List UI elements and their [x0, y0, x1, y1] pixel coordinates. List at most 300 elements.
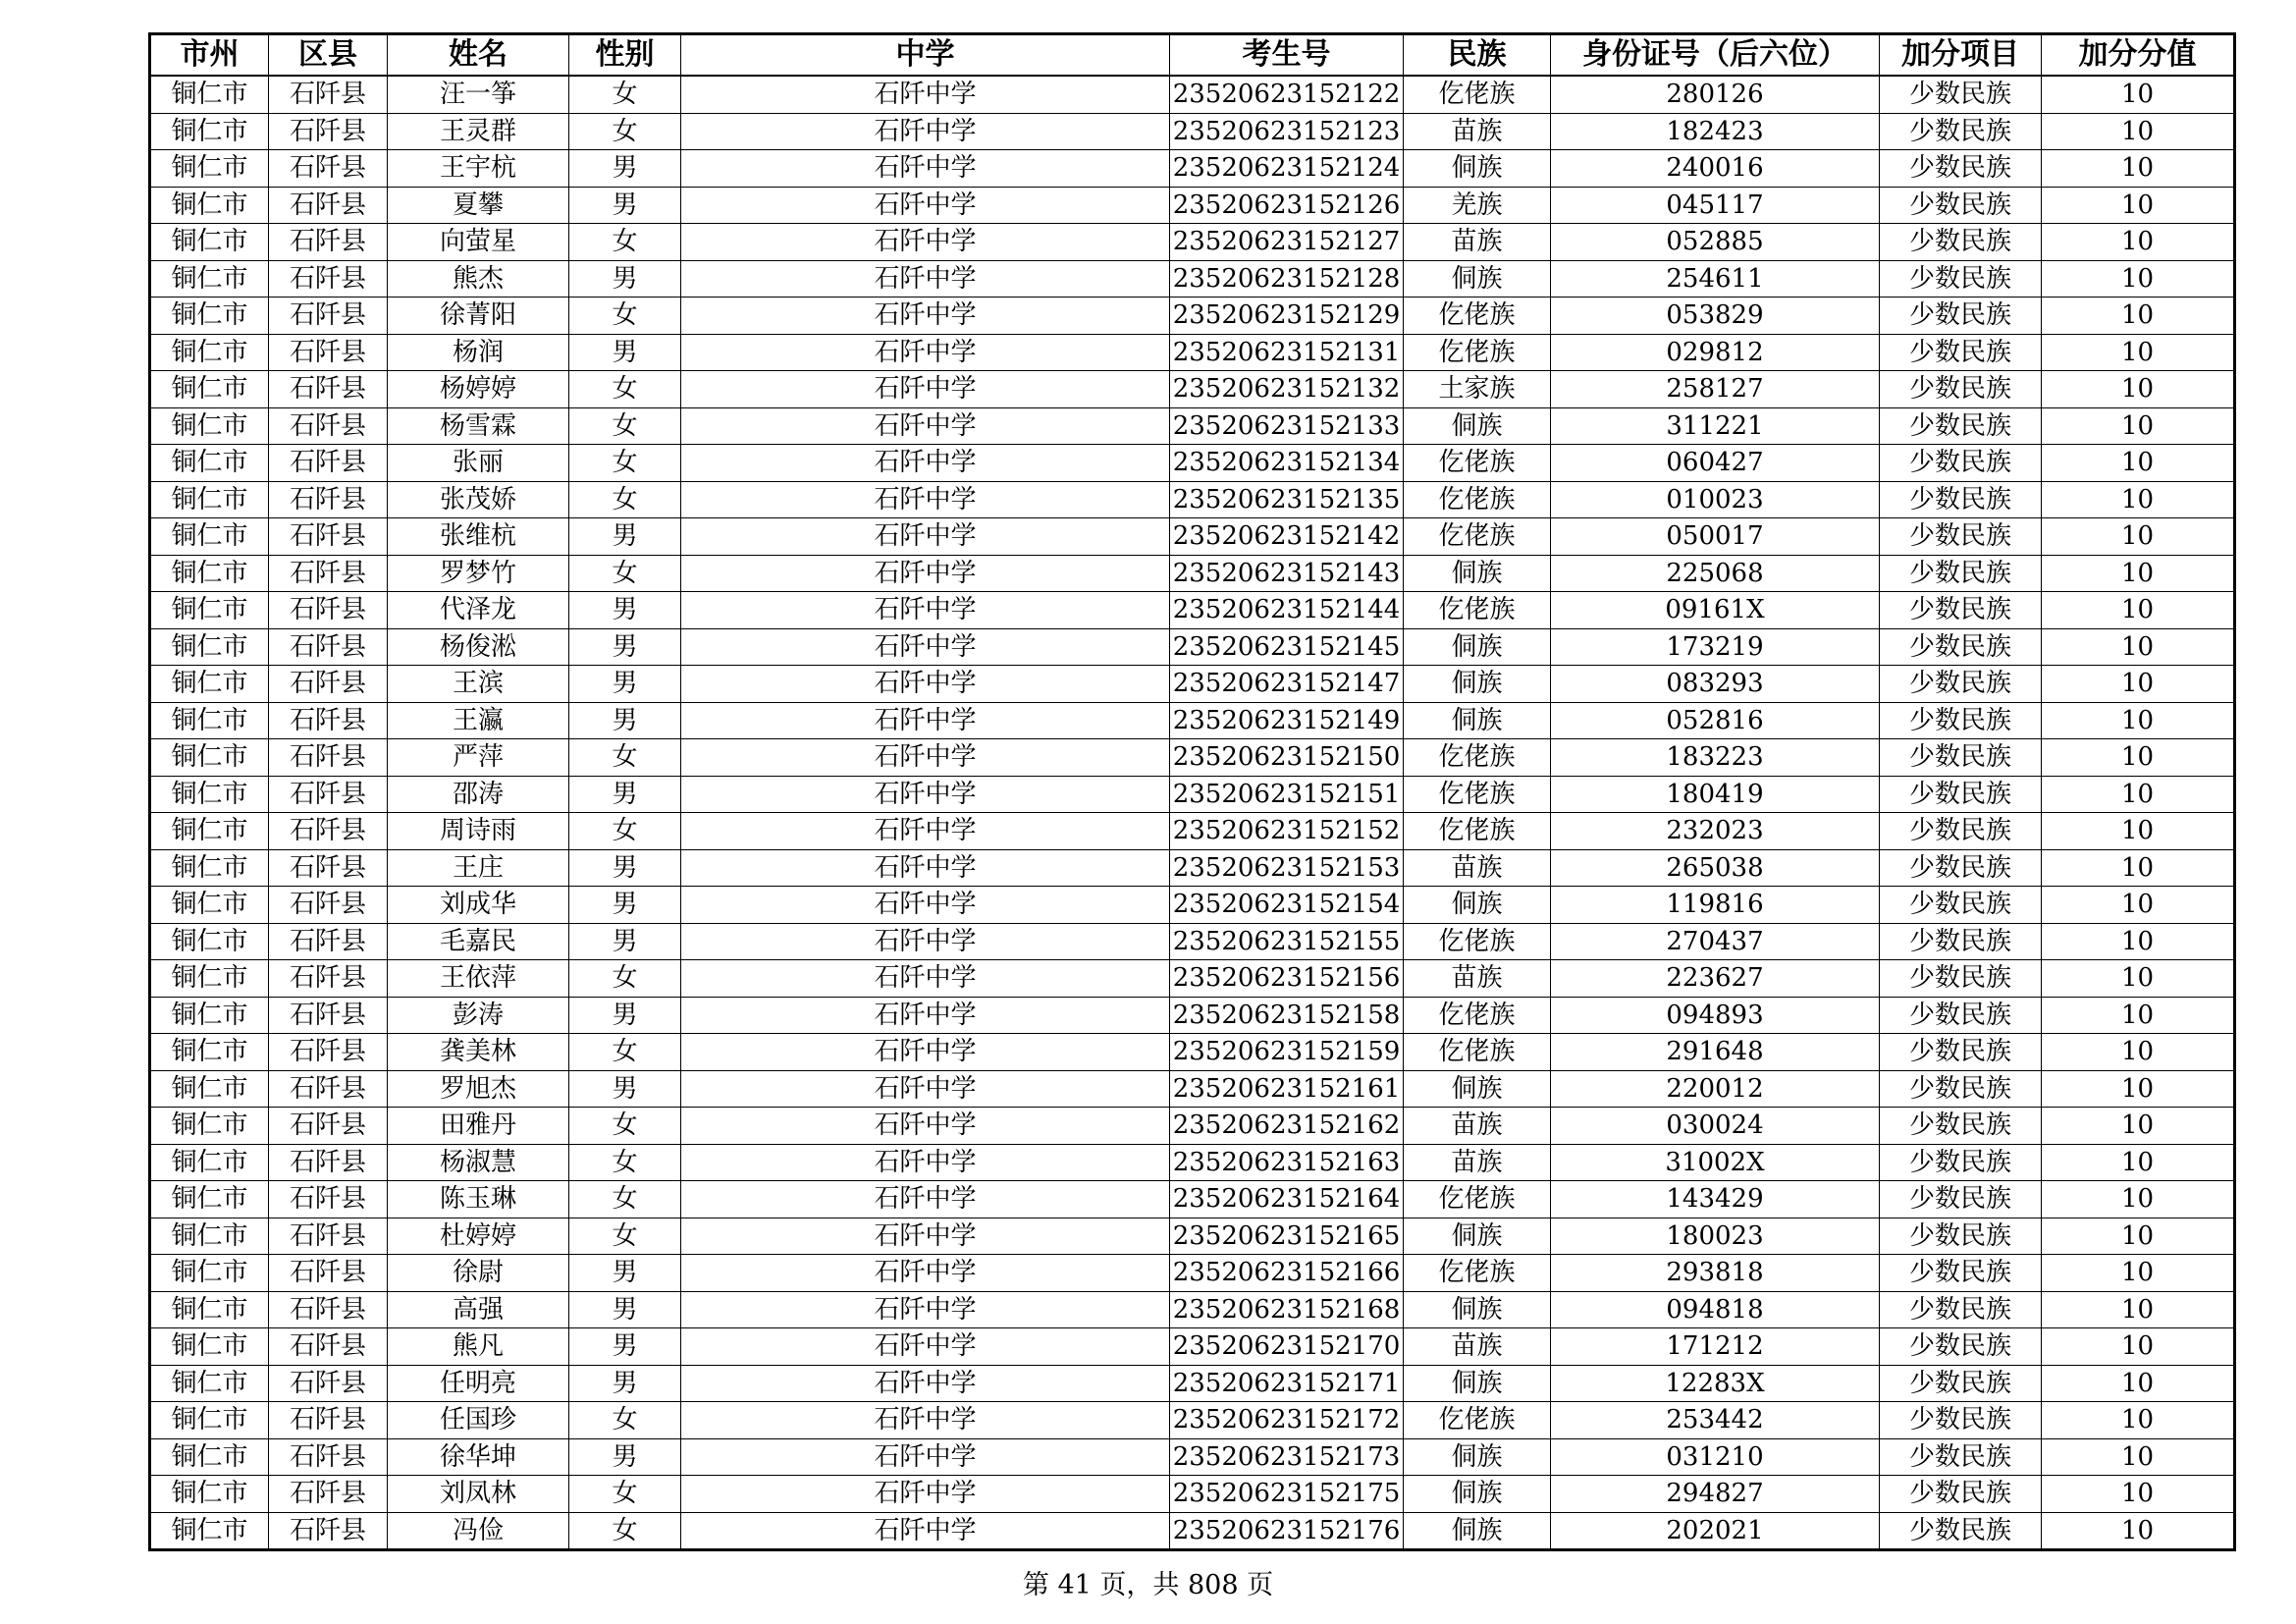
cell-name: 徐华坤 — [388, 1438, 569, 1476]
cell-bonus-item: 少数民族 — [1880, 518, 2042, 556]
cell-id-last-six: 311221 — [1551, 407, 1880, 445]
cell-name: 杨润 — [388, 334, 569, 371]
cell-city: 铜仁市 — [150, 113, 269, 150]
cell-name: 龚美林 — [388, 1034, 569, 1071]
cell-bonus-points: 10 — [2042, 1255, 2235, 1292]
cell-id-last-six: 045117 — [1551, 187, 1880, 224]
table-row — [150, 1476, 2235, 1513]
cell-city: 铜仁市 — [150, 334, 269, 371]
table-row — [150, 555, 2235, 592]
cell-city: 铜仁市 — [150, 1070, 269, 1108]
cell-county: 石阡县 — [269, 298, 388, 335]
cell-ethnicity: 仡佬族 — [1404, 592, 1551, 629]
cell-ethnicity: 侗族 — [1404, 1291, 1551, 1328]
cell-exam-number: 23520623152124 — [1170, 150, 1404, 188]
cell-county: 石阡县 — [269, 997, 388, 1034]
cell-gender: 女 — [569, 1512, 681, 1550]
cell-city: 铜仁市 — [150, 1291, 269, 1328]
cell-bonus-item: 少数民族 — [1880, 1328, 2042, 1366]
cell-bonus-item: 少数民族 — [1880, 1181, 2042, 1218]
cell-gender: 男 — [569, 1328, 681, 1366]
cell-gender: 男 — [569, 1255, 681, 1292]
table-row — [150, 1328, 2235, 1366]
cell-bonus-points: 10 — [2042, 997, 2235, 1034]
cell-id-last-six: 052816 — [1551, 702, 1880, 739]
cell-exam-number: 23520623152159 — [1170, 1034, 1404, 1071]
cell-county: 石阡县 — [269, 1218, 388, 1255]
cell-ethnicity: 苗族 — [1404, 1144, 1551, 1181]
cell-city: 铜仁市 — [150, 518, 269, 556]
cell-exam-number: 23520623152150 — [1170, 739, 1404, 777]
table-row — [150, 1402, 2235, 1439]
cell-name: 邵涛 — [388, 776, 569, 813]
cell-school: 石阡中学 — [681, 113, 1170, 150]
table-row — [150, 1070, 2235, 1108]
cell-county: 石阡县 — [269, 187, 388, 224]
table-row — [150, 150, 2235, 188]
table-row — [150, 1438, 2235, 1476]
cell-school: 石阡中学 — [681, 1181, 1170, 1218]
cell-bonus-points: 10 — [2042, 887, 2235, 924]
cell-id-last-six: 258127 — [1551, 371, 1880, 408]
cell-county: 石阡县 — [269, 445, 388, 482]
cell-gender: 女 — [569, 555, 681, 592]
page-footer: 第 41 页，共 808 页 — [1022, 1570, 1274, 1600]
table-row — [150, 1218, 2235, 1255]
cell-bonus-item: 少数民族 — [1880, 592, 2042, 629]
cell-id-last-six: 119816 — [1551, 887, 1880, 924]
cell-exam-number: 23520623152156 — [1170, 960, 1404, 998]
cell-city: 铜仁市 — [150, 1476, 269, 1513]
table-row — [150, 224, 2235, 261]
table-row — [150, 481, 2235, 518]
cell-gender: 女 — [569, 407, 681, 445]
cell-gender: 女 — [569, 1034, 681, 1071]
cell-id-last-six: 254611 — [1551, 260, 1880, 298]
cell-id-last-six: 202021 — [1551, 1512, 1880, 1550]
cell-id-last-six: 094818 — [1551, 1291, 1880, 1328]
cell-school: 石阡中学 — [681, 518, 1170, 556]
cell-id-last-six: 182423 — [1551, 113, 1880, 150]
cell-city: 铜仁市 — [150, 849, 269, 887]
cell-gender: 女 — [569, 298, 681, 335]
table-row — [150, 187, 2235, 224]
cell-bonus-item: 少数民族 — [1880, 997, 2042, 1034]
cell-county: 石阡县 — [269, 1255, 388, 1292]
cell-name: 杨淑慧 — [388, 1144, 569, 1181]
cell-gender: 男 — [569, 628, 681, 666]
cell-city: 铜仁市 — [150, 1218, 269, 1255]
cell-bonus-points: 10 — [2042, 1402, 2235, 1439]
cell-bonus-points: 10 — [2042, 849, 2235, 887]
cell-exam-number: 23520623152166 — [1170, 1255, 1404, 1292]
cell-school: 石阡中学 — [681, 1034, 1170, 1071]
cell-city: 铜仁市 — [150, 923, 269, 960]
cell-exam-number: 23520623152135 — [1170, 481, 1404, 518]
cell-exam-number: 23520623152123 — [1170, 113, 1404, 150]
cell-county: 石阡县 — [269, 518, 388, 556]
cell-name: 周诗雨 — [388, 813, 569, 850]
cell-name: 刘成华 — [388, 887, 569, 924]
table-row — [150, 260, 2235, 298]
cell-name: 徐菁阳 — [388, 298, 569, 335]
cell-ethnicity: 仡佬族 — [1404, 298, 1551, 335]
cell-id-last-six: 291648 — [1551, 1034, 1880, 1071]
cell-bonus-item: 少数民族 — [1880, 371, 2042, 408]
cell-school: 石阡中学 — [681, 1512, 1170, 1550]
cell-school: 石阡中学 — [681, 628, 1170, 666]
cell-school: 石阡中学 — [681, 1218, 1170, 1255]
table-row — [150, 1512, 2235, 1550]
cell-county: 石阡县 — [269, 666, 388, 703]
cell-school: 石阡中学 — [681, 260, 1170, 298]
cell-gender: 男 — [569, 187, 681, 224]
cell-county: 石阡县 — [269, 407, 388, 445]
cell-exam-number: 23520623152144 — [1170, 592, 1404, 629]
cell-bonus-item: 少数民族 — [1880, 1255, 2042, 1292]
cell-school: 石阡中学 — [681, 407, 1170, 445]
cell-ethnicity: 侗族 — [1404, 1365, 1551, 1402]
cell-name: 刘凤林 — [388, 1476, 569, 1513]
cell-gender: 女 — [569, 813, 681, 850]
cell-name: 张茂娇 — [388, 481, 569, 518]
cell-exam-number: 23520623152168 — [1170, 1291, 1404, 1328]
cell-id-last-six: 09161X — [1551, 592, 1880, 629]
cell-ethnicity: 仡佬族 — [1404, 481, 1551, 518]
cell-exam-number: 23520623152173 — [1170, 1438, 1404, 1476]
cell-bonus-item: 少数民族 — [1880, 1512, 2042, 1550]
cell-exam-number: 23520623152170 — [1170, 1328, 1404, 1366]
cell-bonus-points: 10 — [2042, 1108, 2235, 1145]
cell-gender: 男 — [569, 776, 681, 813]
cell-bonus-points: 10 — [2042, 1218, 2235, 1255]
table-row — [150, 628, 2235, 666]
cell-bonus-points: 10 — [2042, 407, 2235, 445]
cell-bonus-points: 10 — [2042, 1365, 2235, 1402]
cell-bonus-points: 10 — [2042, 1328, 2235, 1366]
cell-school: 石阡中学 — [681, 1144, 1170, 1181]
cell-county: 石阡县 — [269, 923, 388, 960]
cell-county: 石阡县 — [269, 371, 388, 408]
cell-school: 石阡中学 — [681, 1070, 1170, 1108]
cell-id-last-six: 050017 — [1551, 518, 1880, 556]
cell-name: 王瀛 — [388, 702, 569, 739]
cell-city: 铜仁市 — [150, 776, 269, 813]
table-row — [150, 1108, 2235, 1145]
cell-city: 铜仁市 — [150, 702, 269, 739]
cell-county: 石阡县 — [269, 1512, 388, 1550]
cell-city: 铜仁市 — [150, 1181, 269, 1218]
cell-exam-number: 23520623152142 — [1170, 518, 1404, 556]
cell-name: 高强 — [388, 1291, 569, 1328]
cell-exam-number: 23520623152163 — [1170, 1144, 1404, 1181]
cell-school: 石阡中学 — [681, 702, 1170, 739]
cell-bonus-points: 10 — [2042, 298, 2235, 335]
table-row — [150, 702, 2235, 739]
cell-exam-number: 23520623152176 — [1170, 1512, 1404, 1550]
cell-id-last-six: 12283X — [1551, 1365, 1880, 1402]
cell-county: 石阡县 — [269, 224, 388, 261]
table-row — [150, 1144, 2235, 1181]
cell-school: 石阡中学 — [681, 813, 1170, 850]
cell-city: 铜仁市 — [150, 555, 269, 592]
cell-city: 铜仁市 — [150, 371, 269, 408]
cell-ethnicity: 侗族 — [1404, 1070, 1551, 1108]
cell-ethnicity: 仡佬族 — [1404, 813, 1551, 850]
cell-bonus-item: 少数民族 — [1880, 1476, 2042, 1513]
cell-ethnicity: 仡佬族 — [1404, 923, 1551, 960]
cell-bonus-points: 10 — [2042, 481, 2235, 518]
cell-ethnicity: 侗族 — [1404, 150, 1551, 188]
cell-bonus-item: 少数民族 — [1880, 628, 2042, 666]
cell-id-last-six: 183223 — [1551, 739, 1880, 777]
cell-id-last-six: 083293 — [1551, 666, 1880, 703]
cell-bonus-item: 少数民族 — [1880, 849, 2042, 887]
cell-id-last-six: 31002X — [1551, 1144, 1880, 1181]
cell-city: 铜仁市 — [150, 224, 269, 261]
cell-gender: 女 — [569, 739, 681, 777]
cell-city: 铜仁市 — [150, 1034, 269, 1071]
cell-exam-number: 23520623152133 — [1170, 407, 1404, 445]
cell-bonus-points: 10 — [2042, 334, 2235, 371]
cell-school: 石阡中学 — [681, 1291, 1170, 1328]
cell-exam-number: 23520623152172 — [1170, 1402, 1404, 1439]
table-row — [150, 407, 2235, 445]
cell-county: 石阡县 — [269, 76, 388, 113]
cell-county: 石阡县 — [269, 592, 388, 629]
cell-name: 冯俭 — [388, 1512, 569, 1550]
table-row — [150, 739, 2235, 777]
cell-school: 石阡中学 — [681, 150, 1170, 188]
cell-bonus-item: 少数民族 — [1880, 407, 2042, 445]
cell-name: 熊凡 — [388, 1328, 569, 1366]
cell-school: 石阡中学 — [681, 1255, 1170, 1292]
cell-bonus-item: 少数民族 — [1880, 187, 2042, 224]
cell-bonus-item: 少数民族 — [1880, 702, 2042, 739]
cell-county: 石阡县 — [269, 702, 388, 739]
cell-city: 铜仁市 — [150, 997, 269, 1034]
cell-exam-number: 23520623152158 — [1170, 997, 1404, 1034]
cell-id-last-six: 180419 — [1551, 776, 1880, 813]
cell-name: 张维杭 — [388, 518, 569, 556]
cell-name: 任明亮 — [388, 1365, 569, 1402]
cell-gender: 男 — [569, 1070, 681, 1108]
cell-id-last-six: 240016 — [1551, 150, 1880, 188]
cell-bonus-item: 少数民族 — [1880, 260, 2042, 298]
cell-bonus-points: 10 — [2042, 371, 2235, 408]
cell-bonus-points: 10 — [2042, 628, 2235, 666]
cell-bonus-item: 少数民族 — [1880, 813, 2042, 850]
cell-bonus-points: 10 — [2042, 702, 2235, 739]
cell-city: 铜仁市 — [150, 666, 269, 703]
cell-school: 石阡中学 — [681, 592, 1170, 629]
table-row — [150, 1365, 2235, 1402]
cell-school: 石阡中学 — [681, 960, 1170, 998]
candidate-bonus-table — [148, 32, 2236, 1551]
cell-bonus-points: 10 — [2042, 1512, 2235, 1550]
cell-name: 严萍 — [388, 739, 569, 777]
cell-county: 石阡县 — [269, 1144, 388, 1181]
cell-name: 毛嘉民 — [388, 923, 569, 960]
cell-county: 石阡县 — [269, 1365, 388, 1402]
cell-county: 石阡县 — [269, 1476, 388, 1513]
table-row — [150, 923, 2235, 960]
cell-id-last-six: 171212 — [1551, 1328, 1880, 1366]
cell-id-last-six: 031210 — [1551, 1438, 1880, 1476]
table-row — [150, 813, 2235, 850]
table-row — [150, 1291, 2235, 1328]
cell-bonus-item: 少数民族 — [1880, 1438, 2042, 1476]
header-col-ethnicity: 民族 — [1404, 34, 1551, 77]
cell-name: 向萤星 — [388, 224, 569, 261]
cell-gender: 男 — [569, 923, 681, 960]
cell-name: 任国珍 — [388, 1402, 569, 1439]
cell-school: 石阡中学 — [681, 187, 1170, 224]
cell-name: 熊杰 — [388, 260, 569, 298]
cell-bonus-item: 少数民族 — [1880, 298, 2042, 335]
cell-name: 张丽 — [388, 445, 569, 482]
cell-ethnicity: 侗族 — [1404, 1476, 1551, 1513]
cell-bonus-points: 10 — [2042, 666, 2235, 703]
cell-bonus-item: 少数民族 — [1880, 887, 2042, 924]
cell-school: 石阡中学 — [681, 1402, 1170, 1439]
cell-county: 石阡县 — [269, 849, 388, 887]
cell-bonus-item: 少数民族 — [1880, 1365, 2042, 1402]
cell-county: 石阡县 — [269, 776, 388, 813]
cell-city: 铜仁市 — [150, 1144, 269, 1181]
cell-gender: 女 — [569, 481, 681, 518]
cell-bonus-item: 少数民族 — [1880, 1034, 2042, 1071]
cell-bonus-item: 少数民族 — [1880, 1402, 2042, 1439]
cell-ethnicity: 侗族 — [1404, 702, 1551, 739]
cell-city: 铜仁市 — [150, 739, 269, 777]
cell-ethnicity: 苗族 — [1404, 1328, 1551, 1366]
cell-city: 铜仁市 — [150, 260, 269, 298]
cell-name: 杨婷婷 — [388, 371, 569, 408]
cell-ethnicity: 仡佬族 — [1404, 776, 1551, 813]
cell-name: 徐尉 — [388, 1255, 569, 1292]
cell-gender: 女 — [569, 1108, 681, 1145]
cell-exam-number: 23520623152153 — [1170, 849, 1404, 887]
cell-county: 石阡县 — [269, 481, 388, 518]
cell-city: 铜仁市 — [150, 1255, 269, 1292]
table-row — [150, 997, 2235, 1034]
table-row — [150, 1181, 2235, 1218]
cell-bonus-item: 少数民族 — [1880, 1291, 2042, 1328]
cell-gender: 女 — [569, 1402, 681, 1439]
cell-id-last-six: 094893 — [1551, 997, 1880, 1034]
cell-ethnicity: 苗族 — [1404, 849, 1551, 887]
cell-ethnicity: 仡佬族 — [1404, 334, 1551, 371]
cell-bonus-item: 少数民族 — [1880, 1144, 2042, 1181]
cell-id-last-six: 225068 — [1551, 555, 1880, 592]
cell-gender: 女 — [569, 1218, 681, 1255]
cell-bonus-points: 10 — [2042, 1181, 2235, 1218]
header-col-city: 市州 — [150, 34, 269, 77]
cell-gender: 男 — [569, 702, 681, 739]
cell-ethnicity: 侗族 — [1404, 666, 1551, 703]
cell-city: 铜仁市 — [150, 813, 269, 850]
cell-exam-number: 23520623152127 — [1170, 224, 1404, 261]
cell-bonus-points: 10 — [2042, 776, 2235, 813]
cell-bonus-points: 10 — [2042, 150, 2235, 188]
cell-ethnicity: 侗族 — [1404, 628, 1551, 666]
cell-gender: 男 — [569, 1291, 681, 1328]
cell-ethnicity: 仡佬族 — [1404, 445, 1551, 482]
cell-county: 石阡县 — [269, 334, 388, 371]
cell-id-last-six: 270437 — [1551, 923, 1880, 960]
cell-bonus-item: 少数民族 — [1880, 923, 2042, 960]
cell-exam-number: 23520623152131 — [1170, 334, 1404, 371]
table-row — [150, 592, 2235, 629]
cell-bonus-item: 少数民族 — [1880, 1218, 2042, 1255]
cell-school: 石阡中学 — [681, 1365, 1170, 1402]
cell-bonus-points: 10 — [2042, 187, 2235, 224]
table-body — [150, 76, 2235, 1550]
cell-gender: 男 — [569, 334, 681, 371]
cell-id-last-six: 180023 — [1551, 1218, 1880, 1255]
table-row — [150, 334, 2235, 371]
cell-bonus-points: 10 — [2042, 518, 2235, 556]
cell-gender: 男 — [569, 1438, 681, 1476]
cell-id-last-six: 280126 — [1551, 76, 1880, 113]
cell-school: 石阡中学 — [681, 1108, 1170, 1145]
cell-city: 铜仁市 — [150, 407, 269, 445]
cell-county: 石阡县 — [269, 887, 388, 924]
cell-school: 石阡中学 — [681, 1476, 1170, 1513]
cell-school: 石阡中学 — [681, 371, 1170, 408]
cell-exam-number: 23520623152122 — [1170, 76, 1404, 113]
cell-id-last-six: 029812 — [1551, 334, 1880, 371]
cell-county: 石阡县 — [269, 555, 388, 592]
cell-school: 石阡中学 — [681, 555, 1170, 592]
header-col-id-last-six: 身份证号（后六位） — [1551, 34, 1880, 77]
cell-gender: 女 — [569, 113, 681, 150]
cell-gender: 女 — [569, 371, 681, 408]
cell-ethnicity: 仡佬族 — [1404, 1255, 1551, 1292]
cell-id-last-six: 052885 — [1551, 224, 1880, 261]
cell-school: 石阡中学 — [681, 445, 1170, 482]
cell-name: 杜婷婷 — [388, 1218, 569, 1255]
cell-gender: 女 — [569, 960, 681, 998]
cell-school: 石阡中学 — [681, 76, 1170, 113]
cell-bonus-points: 10 — [2042, 592, 2235, 629]
cell-city: 铜仁市 — [150, 628, 269, 666]
header-col-name: 姓名 — [388, 34, 569, 77]
cell-bonus-item: 少数民族 — [1880, 776, 2042, 813]
cell-name: 代泽龙 — [388, 592, 569, 629]
cell-name: 罗旭杰 — [388, 1070, 569, 1108]
cell-gender: 男 — [569, 666, 681, 703]
cell-id-last-six: 294827 — [1551, 1476, 1880, 1513]
cell-exam-number: 23520623152151 — [1170, 776, 1404, 813]
cell-county: 石阡县 — [269, 1034, 388, 1071]
cell-id-last-six: 173219 — [1551, 628, 1880, 666]
cell-city: 铜仁市 — [150, 1512, 269, 1550]
header-col-bonus-points: 加分分值 — [2042, 34, 2235, 77]
cell-bonus-item: 少数民族 — [1880, 334, 2042, 371]
cell-id-last-six: 253442 — [1551, 1402, 1880, 1439]
cell-name: 陈玉琳 — [388, 1181, 569, 1218]
cell-ethnicity: 侗族 — [1404, 260, 1551, 298]
cell-school: 石阡中学 — [681, 739, 1170, 777]
cell-bonus-item: 少数民族 — [1880, 150, 2042, 188]
table-row — [150, 887, 2235, 924]
cell-gender: 女 — [569, 1181, 681, 1218]
table-header — [150, 34, 2235, 77]
cell-gender: 男 — [569, 592, 681, 629]
cell-bonus-points: 10 — [2042, 224, 2235, 261]
